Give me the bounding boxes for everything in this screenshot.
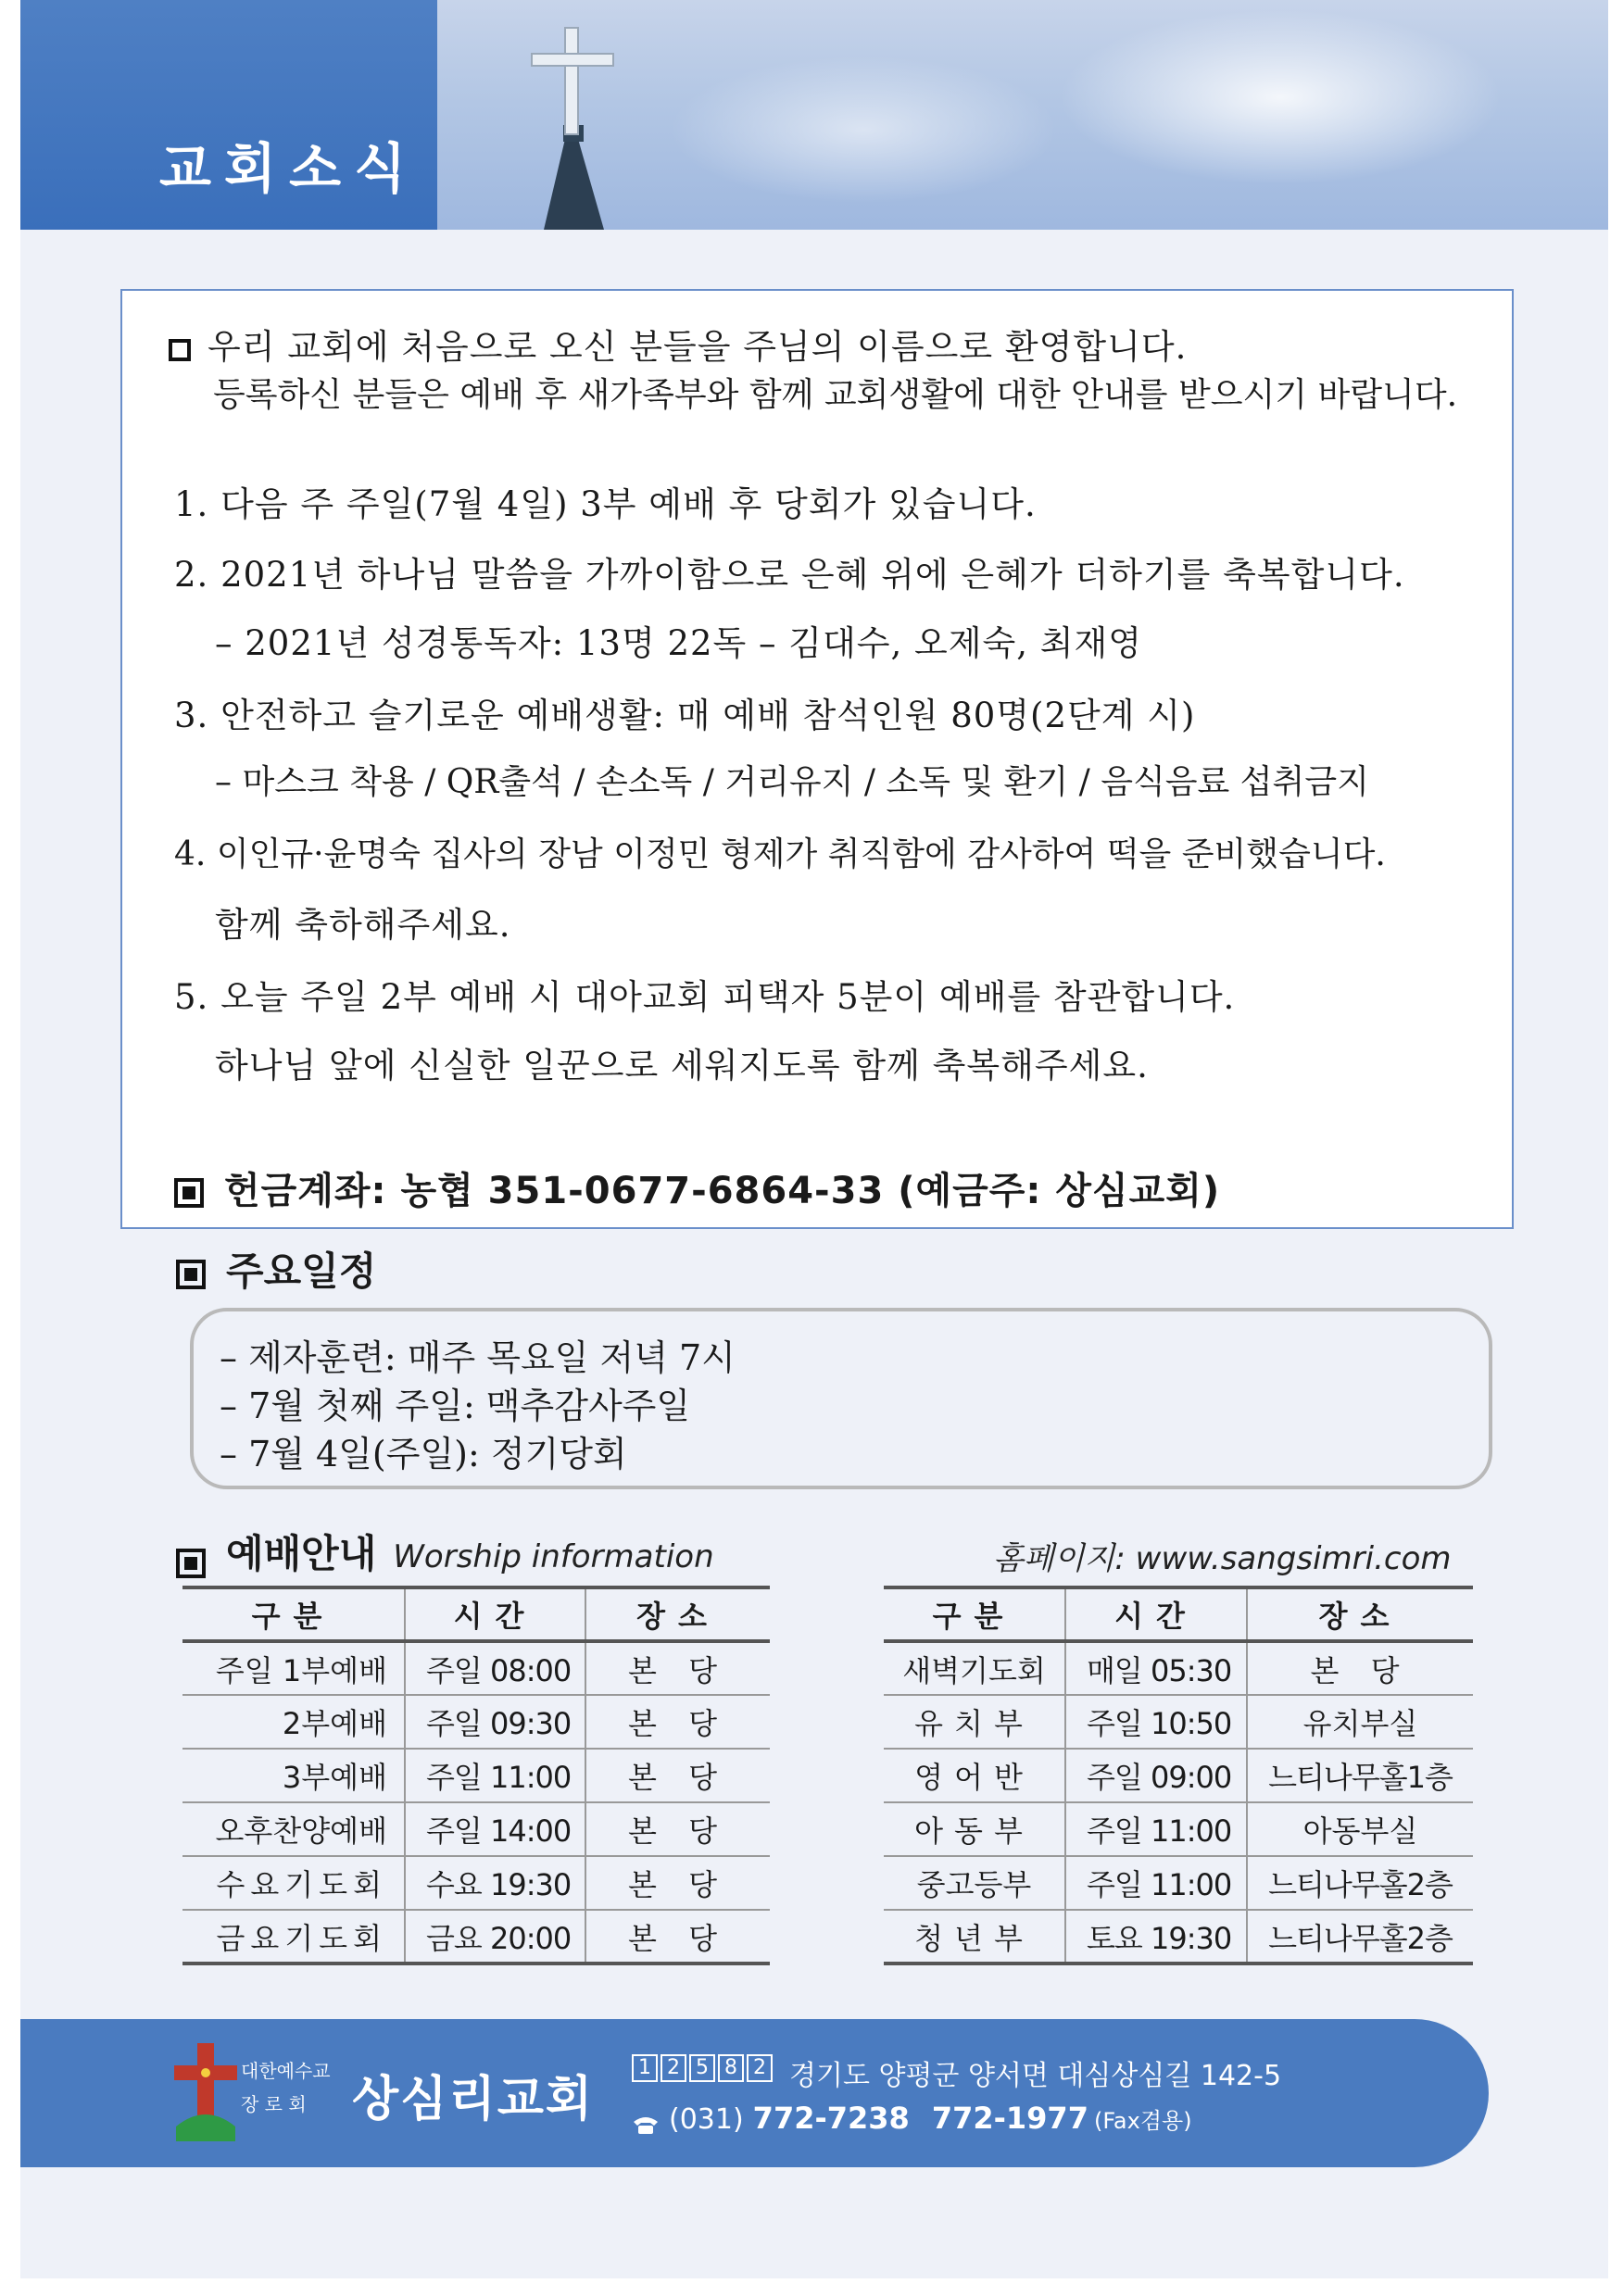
church-cross-logo-icon xyxy=(169,2038,243,2147)
checkbox-square-icon xyxy=(169,339,191,361)
schedule-item: – 제자훈련: 매주 목요일 저녁 7시 xyxy=(220,1337,736,1378)
schedule-box xyxy=(190,1308,1492,1489)
department-name: 아동부 xyxy=(884,1802,1065,1856)
phone-numbers: (031) 772-7238 772-1977 (Fax겸용) xyxy=(632,2101,1192,2136)
department-time: 주일 11:00 xyxy=(1065,1802,1247,1856)
column-header: 장소 xyxy=(585,1587,770,1641)
service-time: 주일 11:00 xyxy=(405,1749,585,1802)
table-row xyxy=(884,1641,1473,1695)
column-header: 시간 xyxy=(1065,1587,1247,1641)
filled-square-icon xyxy=(176,1549,206,1578)
column-header: 구분 xyxy=(182,1587,405,1641)
table-row xyxy=(182,1749,770,1802)
notice-item: 3. 안전하고 슬기로운 예배생활: 매 예배 참석인원 80명(2단계 시) xyxy=(174,696,1196,735)
service-name: 3부예배 xyxy=(182,1749,405,1802)
worship-table-right xyxy=(884,1586,1473,1965)
service-name: 수요기도회 xyxy=(182,1856,405,1910)
table-row xyxy=(884,1749,1473,1802)
department-place: 느티나무홀2층 xyxy=(1247,1910,1473,1964)
notice-item: 4. 이인규·윤명숙 집사의 장남 이정민 형제가 취직함에 감사하여 떡을 준비했습니다. xyxy=(174,835,1386,873)
worship-table-left xyxy=(182,1586,770,1965)
filled-square-icon xyxy=(174,1178,204,1208)
table-row xyxy=(182,1856,770,1910)
church-name: 상심리교회 xyxy=(352,2072,595,2127)
service-name: 오후찬양예배 xyxy=(182,1802,405,1856)
column-header: 구분 xyxy=(884,1587,1065,1641)
service-place: 본 당 xyxy=(585,1749,770,1802)
table-row xyxy=(182,1910,770,1964)
department-place: 본 당 xyxy=(1247,1641,1473,1695)
service-time: 금요 20:00 xyxy=(405,1910,585,1964)
denomination: 대한예수교 장 로 회 xyxy=(241,2060,331,2115)
church-address: 경기도 양평군 양서면 대심상심길 142-5 xyxy=(789,2060,1282,2092)
notice-subitem: – 마스크 착용 / QR출석 / 손소독 / 거리유지 / 소독 및 환기 / 음식음료 섭취금지 xyxy=(215,763,1369,801)
department-time: 주일 09:00 xyxy=(1065,1749,1247,1802)
header-cloud xyxy=(669,56,1058,204)
department-place: 아동부실 xyxy=(1247,1802,1473,1856)
department-place: 느티나무홀2층 xyxy=(1247,1856,1473,1910)
service-time: 수요 19:30 xyxy=(405,1856,585,1910)
worship-heading: 예배안내 Worship information xyxy=(176,1524,714,1579)
service-place: 본 당 xyxy=(585,1856,770,1910)
offering-account: 헌금계좌: 농협 351-0677-6864-33 (예금주: 상심교회) xyxy=(174,1161,1220,1214)
table-row xyxy=(182,1641,770,1695)
schedule-heading: 주요일정 xyxy=(176,1241,376,1297)
table-row xyxy=(884,1802,1473,1856)
header-banner xyxy=(20,0,1608,230)
notice-box xyxy=(120,289,1514,1229)
table-row xyxy=(182,1695,770,1749)
service-place: 본 당 xyxy=(585,1641,770,1695)
notice-item: 2. 2021년 하나님 말씀을 가까이함으로 은혜 위에 은혜가 더하기를 축복합니다. xyxy=(174,555,1405,595)
table-row xyxy=(884,1856,1473,1910)
notice-subitem: – 2021년 성경통독자: 13명 22독 – 김대수, 오제숙, 최재영 xyxy=(215,623,1143,663)
department-name: 유치부 xyxy=(884,1695,1065,1749)
department-name: 중고등부 xyxy=(884,1856,1065,1910)
department-name: 청년부 xyxy=(884,1910,1065,1964)
filled-square-icon xyxy=(176,1260,206,1289)
schedule-item: – 7월 4일(주일): 정기당회 xyxy=(220,1434,627,1474)
department-place: 유치부실 xyxy=(1247,1695,1473,1749)
notice-item: 1. 다음 주 주일(7월 4일) 3부 예배 후 당회가 있습니다. xyxy=(174,484,1037,524)
service-place: 본 당 xyxy=(585,1802,770,1856)
table-row xyxy=(884,1910,1473,1964)
service-name: 금요기도회 xyxy=(182,1910,405,1964)
table-header-row xyxy=(884,1587,1473,1641)
notice-subitem: 함께 축하해주세요. xyxy=(215,905,511,945)
service-place: 본 당 xyxy=(585,1910,770,1964)
service-place: 본 당 xyxy=(585,1695,770,1749)
department-time: 매일 05:30 xyxy=(1065,1641,1247,1695)
department-time: 주일 11:00 xyxy=(1065,1856,1247,1910)
service-time: 주일 09:30 xyxy=(405,1695,585,1749)
welcome-line: 등록하신 분들은 예배 후 새가족부와 함께 교회생활에 대한 안내를 받으시기 바랍니다. xyxy=(213,376,1458,414)
welcome-line: 우리 교회에 처음으로 오신 분들을 주님의 이름으로 환영합니다. xyxy=(169,319,1187,369)
header-cloud xyxy=(1058,9,1503,185)
table-row xyxy=(182,1802,770,1856)
page-title: 교회소식 xyxy=(159,137,420,200)
bulletin-page xyxy=(20,0,1608,2278)
table-row xyxy=(884,1695,1473,1749)
department-name: 영어반 xyxy=(884,1749,1065,1802)
schedule-item: – 7월 첫째 주일: 맥추감사주일 xyxy=(220,1386,691,1426)
homepage-link[interactable]: 홈페이지: www.sangsimri.com xyxy=(993,1540,1452,1577)
postal-code: 1 2 5 8 2 xyxy=(632,2054,775,2082)
service-time: 주일 14:00 xyxy=(405,1802,585,1856)
notice-subitem: 하나님 앞에 신실한 일꾼으로 세워지도록 함께 축복해주세요. xyxy=(215,1046,1149,1085)
footer-bar xyxy=(20,2019,1489,2167)
department-name: 새벽기도회 xyxy=(884,1641,1065,1695)
table-header-row xyxy=(182,1587,770,1641)
church-steeple-cross-icon xyxy=(456,0,687,230)
service-name: 2부예배 xyxy=(182,1695,405,1749)
department-time: 토요 19:30 xyxy=(1065,1910,1247,1964)
department-place: 느티나무홀1층 xyxy=(1247,1749,1473,1802)
telephone-icon xyxy=(632,2114,660,2135)
service-time: 주일 08:00 xyxy=(405,1641,585,1695)
department-time: 주일 10:50 xyxy=(1065,1695,1247,1749)
service-name: 주일 1부예배 xyxy=(182,1641,405,1695)
notice-item: 5. 오늘 주일 2부 예배 시 대아교회 피택자 5분이 예배를 참관합니다. xyxy=(174,977,1236,1017)
column-header: 시간 xyxy=(405,1587,585,1641)
column-header: 장소 xyxy=(1247,1587,1473,1641)
